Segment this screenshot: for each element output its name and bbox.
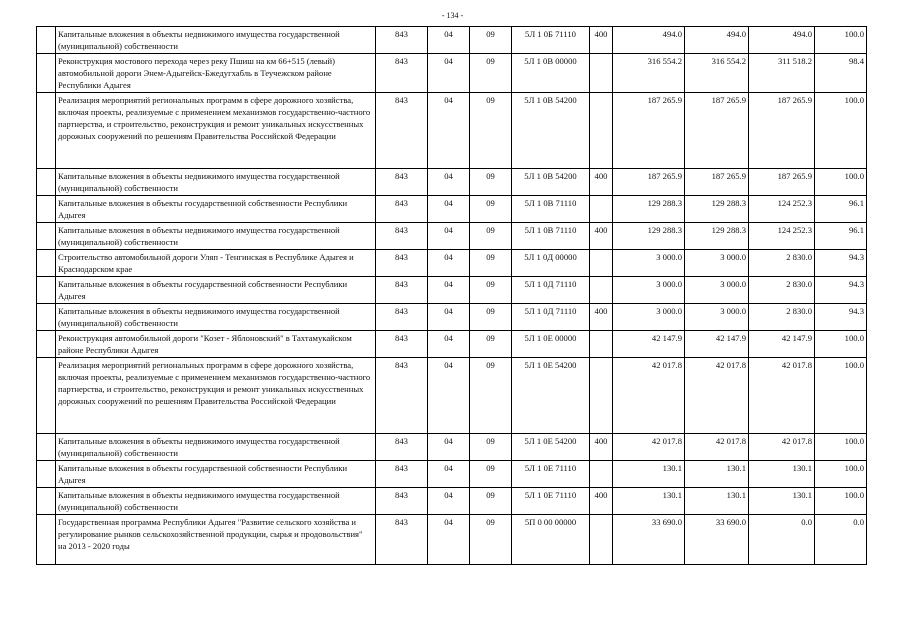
- pr-cell: 09: [470, 277, 512, 304]
- table-row: [37, 358, 867, 434]
- sum-planned-cell: 42 147.9: [685, 331, 749, 358]
- row-name-cell: Капитальные вложения в объекты недвижимого имущества государственной (муниципальной) собственности: [56, 434, 376, 461]
- rz-cell: 04: [428, 515, 470, 565]
- pr-cell: 09: [470, 250, 512, 277]
- sum-executed-cell: 2 830.0: [749, 277, 815, 304]
- sum-planned-cell: 42 017.8: [685, 434, 749, 461]
- row-name-cell: Капитальные вложения в объекты государственной собственности Республики Адыгея: [56, 461, 376, 488]
- percent-cell: 94.3: [815, 277, 867, 304]
- gr-cell: 843: [376, 223, 428, 250]
- pr-cell: 09: [470, 196, 512, 223]
- vr-cell: [590, 250, 613, 277]
- rz-cell: 04: [428, 434, 470, 461]
- sum-approved-cell: 42 017.8: [613, 358, 685, 434]
- csr-cell: 5Л 1 0Д 71110: [512, 304, 590, 331]
- sum-executed-cell: 42 147.9: [749, 331, 815, 358]
- sum-executed-cell: 124 252.3: [749, 223, 815, 250]
- percent-cell: 100.0: [815, 461, 867, 488]
- index-cell: [37, 304, 56, 331]
- gr-cell: 843: [376, 196, 428, 223]
- gr-cell: 843: [376, 250, 428, 277]
- sum-approved-cell: 494.0: [613, 27, 685, 54]
- sum-planned-cell: 187 265.9: [685, 93, 749, 169]
- pr-cell: 09: [470, 54, 512, 93]
- pr-cell: 09: [470, 434, 512, 461]
- sum-executed-cell: 0.0: [749, 515, 815, 565]
- sum-executed-cell: 311 518.2: [749, 54, 815, 93]
- gr-cell: 843: [376, 54, 428, 93]
- rz-cell: 04: [428, 93, 470, 169]
- sum-approved-cell: 42 147.9: [613, 331, 685, 358]
- pr-cell: 09: [470, 358, 512, 434]
- sum-approved-cell: 129 288.3: [613, 223, 685, 250]
- csr-cell: 5Л 1 0В 54200: [512, 169, 590, 196]
- percent-cell: 100.0: [815, 93, 867, 169]
- vr-cell: [590, 277, 613, 304]
- vr-cell: [590, 461, 613, 488]
- row-name-cell: Реконструкция автомобильной дороги "Козет - Яблоновский" в Тахтамукайском районе Республики Адыгея: [56, 331, 376, 358]
- percent-cell: 100.0: [815, 358, 867, 434]
- table-row: [37, 488, 867, 515]
- percent-cell: 100.0: [815, 27, 867, 54]
- csr-cell: 5Л 1 0В 71110: [512, 196, 590, 223]
- vr-cell: [590, 93, 613, 169]
- rz-cell: 04: [428, 169, 470, 196]
- page-number: - 134 -: [441, 11, 464, 20]
- sum-executed-cell: 42 017.8: [749, 358, 815, 434]
- row-name-cell: Реконструкция мостового перехода через реку Пшиш на км 66+515 (левый) автомобильной дороги Энем-Адыгейск-Бжедугхабль в Теучежском районе Республики Адыгея: [56, 54, 376, 93]
- rz-cell: 04: [428, 277, 470, 304]
- sum-approved-cell: 3 000.0: [613, 250, 685, 277]
- pr-cell: 09: [470, 223, 512, 250]
- sum-planned-cell: 494.0: [685, 27, 749, 54]
- index-cell: [37, 27, 56, 54]
- index-cell: [37, 515, 56, 565]
- sum-approved-cell: 3 000.0: [613, 304, 685, 331]
- gr-cell: 843: [376, 515, 428, 565]
- gr-cell: 843: [376, 27, 428, 54]
- sum-executed-cell: 187 265.9: [749, 169, 815, 196]
- table-row: [37, 277, 867, 304]
- sum-approved-cell: 3 000.0: [613, 277, 685, 304]
- percent-cell: 98.4: [815, 54, 867, 93]
- csr-cell: 5Л 1 0Д 71110: [512, 277, 590, 304]
- rz-cell: 04: [428, 304, 470, 331]
- percent-cell: 94.3: [815, 250, 867, 277]
- row-name-cell: Строительство автомобильной дороги Уляп - Тенгинская в Республике Адыгея и Краснодарском крае: [56, 250, 376, 277]
- table-row: [37, 515, 867, 565]
- row-name-cell: Капитальные вложения в объекты государственной собственности Республики Адыгея: [56, 196, 376, 223]
- index-cell: [37, 277, 56, 304]
- sum-approved-cell: 42 017.8: [613, 434, 685, 461]
- row-name-cell: Реализация мероприятий региональных программ в сфере дорожного хозяйства, включая проекты, реализуемые с применением механизмов государственно-частного партнерства, и строительство, реконструкция и ремонт уникальных искусственных дорожных сооружений по решениям Правительства Российской Федерации: [56, 93, 376, 169]
- table-row: [37, 27, 867, 54]
- vr-cell: [590, 54, 613, 93]
- index-cell: [37, 461, 56, 488]
- pr-cell: 09: [470, 304, 512, 331]
- sum-approved-cell: 130.1: [613, 461, 685, 488]
- percent-cell: 100.0: [815, 169, 867, 196]
- vr-cell: [590, 196, 613, 223]
- row-name-cell: Реализация мероприятий региональных программ в сфере дорожного хозяйства, включая проекты, реализуемые с применением механизмов государственно-частного партнерства, и строительство, реконструкция и ремонт уникальных искусственных дорожных сооружений по решениям Правительства Российской Федерации: [56, 358, 376, 434]
- pr-cell: 09: [470, 93, 512, 169]
- sum-planned-cell: 3 000.0: [685, 304, 749, 331]
- percent-cell: 96.1: [815, 223, 867, 250]
- csr-cell: 5Л 1 0Е 54200: [512, 434, 590, 461]
- sum-approved-cell: 187 265.9: [613, 93, 685, 169]
- pr-cell: 09: [470, 461, 512, 488]
- gr-cell: 843: [376, 488, 428, 515]
- percent-cell: 96.1: [815, 196, 867, 223]
- sum-planned-cell: 129 288.3: [685, 196, 749, 223]
- sum-planned-cell: 33 690.0: [685, 515, 749, 565]
- budget-table: [36, 26, 867, 565]
- pr-cell: 09: [470, 169, 512, 196]
- sum-planned-cell: 130.1: [685, 461, 749, 488]
- sum-planned-cell: 3 000.0: [685, 277, 749, 304]
- rz-cell: 04: [428, 250, 470, 277]
- sum-executed-cell: 494.0: [749, 27, 815, 54]
- csr-cell: 5Л 1 0В 71110: [512, 223, 590, 250]
- index-cell: [37, 488, 56, 515]
- csr-cell: 5П 0 00 00000: [512, 515, 590, 565]
- percent-cell: 0.0: [815, 515, 867, 565]
- sum-executed-cell: 42 017.8: [749, 434, 815, 461]
- csr-cell: 5Л 1 0Е 71110: [512, 461, 590, 488]
- sum-planned-cell: 3 000.0: [685, 250, 749, 277]
- sum-planned-cell: 129 288.3: [685, 223, 749, 250]
- index-cell: [37, 250, 56, 277]
- pr-cell: 09: [470, 515, 512, 565]
- vr-cell: 400: [590, 169, 613, 196]
- sum-approved-cell: 316 554.2: [613, 54, 685, 93]
- percent-cell: 94.3: [815, 304, 867, 331]
- rz-cell: 04: [428, 358, 470, 434]
- sum-approved-cell: 129 288.3: [613, 196, 685, 223]
- table-row: [37, 169, 867, 196]
- rz-cell: 04: [428, 196, 470, 223]
- csr-cell: 5Л 1 0В 00000: [512, 54, 590, 93]
- pr-cell: 09: [470, 331, 512, 358]
- vr-cell: 400: [590, 27, 613, 54]
- gr-cell: 843: [376, 358, 428, 434]
- index-cell: [37, 358, 56, 434]
- gr-cell: 843: [376, 169, 428, 196]
- gr-cell: 843: [376, 331, 428, 358]
- csr-cell: 5Л 1 0В 54200: [512, 93, 590, 169]
- csr-cell: 5Л 1 0Е 54200: [512, 358, 590, 434]
- vr-cell: [590, 515, 613, 565]
- sum-planned-cell: 130.1: [685, 488, 749, 515]
- sum-executed-cell: 130.1: [749, 488, 815, 515]
- sum-planned-cell: 42 017.8: [685, 358, 749, 434]
- sum-executed-cell: 187 265.9: [749, 93, 815, 169]
- rz-cell: 04: [428, 331, 470, 358]
- index-cell: [37, 196, 56, 223]
- table-row: [37, 54, 867, 93]
- row-name-cell: Капитальные вложения в объекты недвижимого имущества государственной (муниципальной) собственности: [56, 169, 376, 196]
- csr-cell: 5Л 1 0Е 00000: [512, 331, 590, 358]
- percent-cell: 100.0: [815, 488, 867, 515]
- vr-cell: [590, 331, 613, 358]
- index-cell: [37, 169, 56, 196]
- gr-cell: 843: [376, 277, 428, 304]
- table-row: [37, 250, 867, 277]
- vr-cell: 400: [590, 434, 613, 461]
- sum-planned-cell: 316 554.2: [685, 54, 749, 93]
- table-body: [37, 27, 867, 565]
- index-cell: [37, 93, 56, 169]
- row-name-cell: Капитальные вложения в объекты государственной собственности Республики Адыгея: [56, 277, 376, 304]
- sum-executed-cell: 2 830.0: [749, 304, 815, 331]
- rz-cell: 04: [428, 461, 470, 488]
- percent-cell: 100.0: [815, 434, 867, 461]
- table-row: [37, 223, 867, 250]
- row-name-cell: Капитальные вложения в объекты недвижимого имущества государственной (муниципальной) собственности: [56, 304, 376, 331]
- pr-cell: 09: [470, 488, 512, 515]
- percent-cell: 100.0: [815, 331, 867, 358]
- sum-executed-cell: 130.1: [749, 461, 815, 488]
- row-name-cell: Капитальные вложения в объекты недвижимого имущества государственной (муниципальной) собственности: [56, 488, 376, 515]
- gr-cell: 843: [376, 461, 428, 488]
- csr-cell: 5Л 1 0Б 71110: [512, 27, 590, 54]
- index-cell: [37, 223, 56, 250]
- vr-cell: [590, 358, 613, 434]
- gr-cell: 843: [376, 93, 428, 169]
- index-cell: [37, 434, 56, 461]
- pr-cell: 09: [470, 27, 512, 54]
- vr-cell: 400: [590, 488, 613, 515]
- rz-cell: 04: [428, 488, 470, 515]
- rz-cell: 04: [428, 223, 470, 250]
- vr-cell: 400: [590, 223, 613, 250]
- row-name-cell: Государственная программа Республики Адыгея "Развитие сельского хозяйства и регулирование рынков сельскохозяйственной продукции, сырья и продовольствия" на 2013 - 2020 годы: [56, 515, 376, 565]
- index-cell: [37, 54, 56, 93]
- table-row: [37, 304, 867, 331]
- sum-planned-cell: 187 265.9: [685, 169, 749, 196]
- sum-executed-cell: 124 252.3: [749, 196, 815, 223]
- table-row: [37, 461, 867, 488]
- csr-cell: 5Л 1 0Д 00000: [512, 250, 590, 277]
- sum-executed-cell: 2 830.0: [749, 250, 815, 277]
- rz-cell: 04: [428, 54, 470, 93]
- row-name-cell: Капитальные вложения в объекты недвижимого имущества государственной (муниципальной) собственности: [56, 223, 376, 250]
- sum-approved-cell: 33 690.0: [613, 515, 685, 565]
- gr-cell: 843: [376, 304, 428, 331]
- rz-cell: 04: [428, 27, 470, 54]
- index-cell: [37, 331, 56, 358]
- sum-approved-cell: 187 265.9: [613, 169, 685, 196]
- row-name-cell: Капитальные вложения в объекты недвижимого имущества государственной (муниципальной) собственности: [56, 27, 376, 54]
- table-row: [37, 331, 867, 358]
- gr-cell: 843: [376, 434, 428, 461]
- table-row: [37, 196, 867, 223]
- table-row: [37, 93, 867, 169]
- table-row: [37, 434, 867, 461]
- csr-cell: 5Л 1 0Е 71110: [512, 488, 590, 515]
- sum-approved-cell: 130.1: [613, 488, 685, 515]
- vr-cell: 400: [590, 304, 613, 331]
